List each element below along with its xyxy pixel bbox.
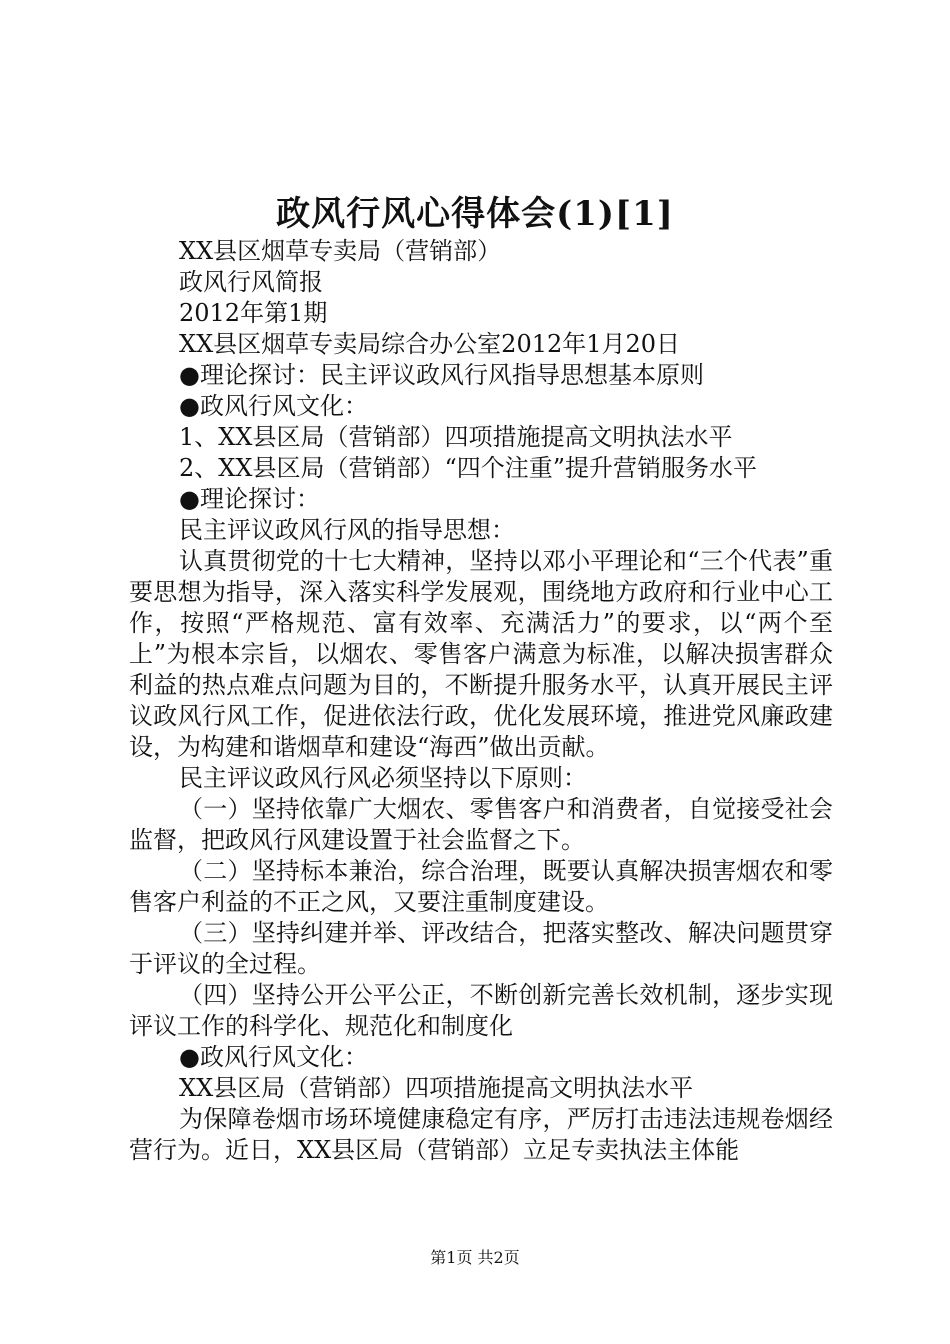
page-footer: 第1页 共2页 <box>430 1248 520 1267</box>
toc-item-culture: ●政风行风文化： <box>179 392 368 420</box>
section-heading-theory: ●理论探讨： <box>179 485 320 513</box>
principle-item: （一）坚持依靠广大烟农、零售客户和消费者，自觉接受社会监督，把政风行风建设置于社会监督之下。 <box>129 795 833 854</box>
document-title: 政风行风心得体会(1)[1] <box>276 194 674 234</box>
document-body <box>129 236 833 1166</box>
guiding-heading: 民主评议政风行风的指导思想： <box>179 516 515 544</box>
section-heading-culture: ●政风行风文化： <box>179 1043 368 1071</box>
toc-subitem-2: 2、XX县区局（营销部）“四个注重”提升营销服务水平 <box>179 454 757 482</box>
principle-item: （二）坚持标本兼治，综合治理，既要认真解决损害烟农和零售客户利益的不正之风，又要注重制度建设。 <box>129 857 833 916</box>
culture-subtitle: XX县区局（营销部）四项措施提高文明执法水平 <box>179 1074 694 1102</box>
issuer-date-line: XX县区烟草专卖局综合办公室2012年1月20日 <box>179 330 681 358</box>
issuer-line: XX县区烟草专卖局（营销部） <box>179 237 502 265</box>
principle-item: （四）坚持公开公平公正，不断创新完善长效机制，逐步实现评议工作的科学化、规范化和制度化 <box>129 981 833 1040</box>
bulletin-name: 政风行风简报 <box>179 268 323 296</box>
principles-heading: 民主评议政风行风必须坚持以下原则： <box>179 764 587 792</box>
principle-item: （三）坚持纠建并举、评改结合，把落实整改、解决问题贯穿于评议的全过程。 <box>129 919 833 978</box>
culture-paragraph: 为保障卷烟市场环境健康稳定有序，严厉打击违法违规卷烟经营行为。近日，XX县区局（营销部）立足专卖执法主体能 <box>129 1105 833 1164</box>
guiding-paragraph: 认真贯彻党的十七大精神，坚持以邓小平理论和“三个代表”重要思想为指导，深入落实科学发展观，围绕地方政府和行业中心工作，按照“严格规范、富有效率、充满活力”的要求，以“两个至上”为根本宗旨，以烟农、零售客户满意为标准，以解决损害群众利益的热点难点问题为目的，不断提升服务水平，认真开展民主评议政风行风工作，促进依法行政，优化发展环境，推进党风廉政建设，为构建和谐烟草和建设“海西”做出贡献。 <box>129 547 833 761</box>
issue-number: 2012年第1期 <box>179 299 328 327</box>
toc-item-theory: ●理论探讨：民主评议政风行风指导思想基本原则 <box>179 361 704 389</box>
toc-subitem-1: 1、XX县区局（营销部）四项措施提高文明执法水平 <box>179 423 733 451</box>
